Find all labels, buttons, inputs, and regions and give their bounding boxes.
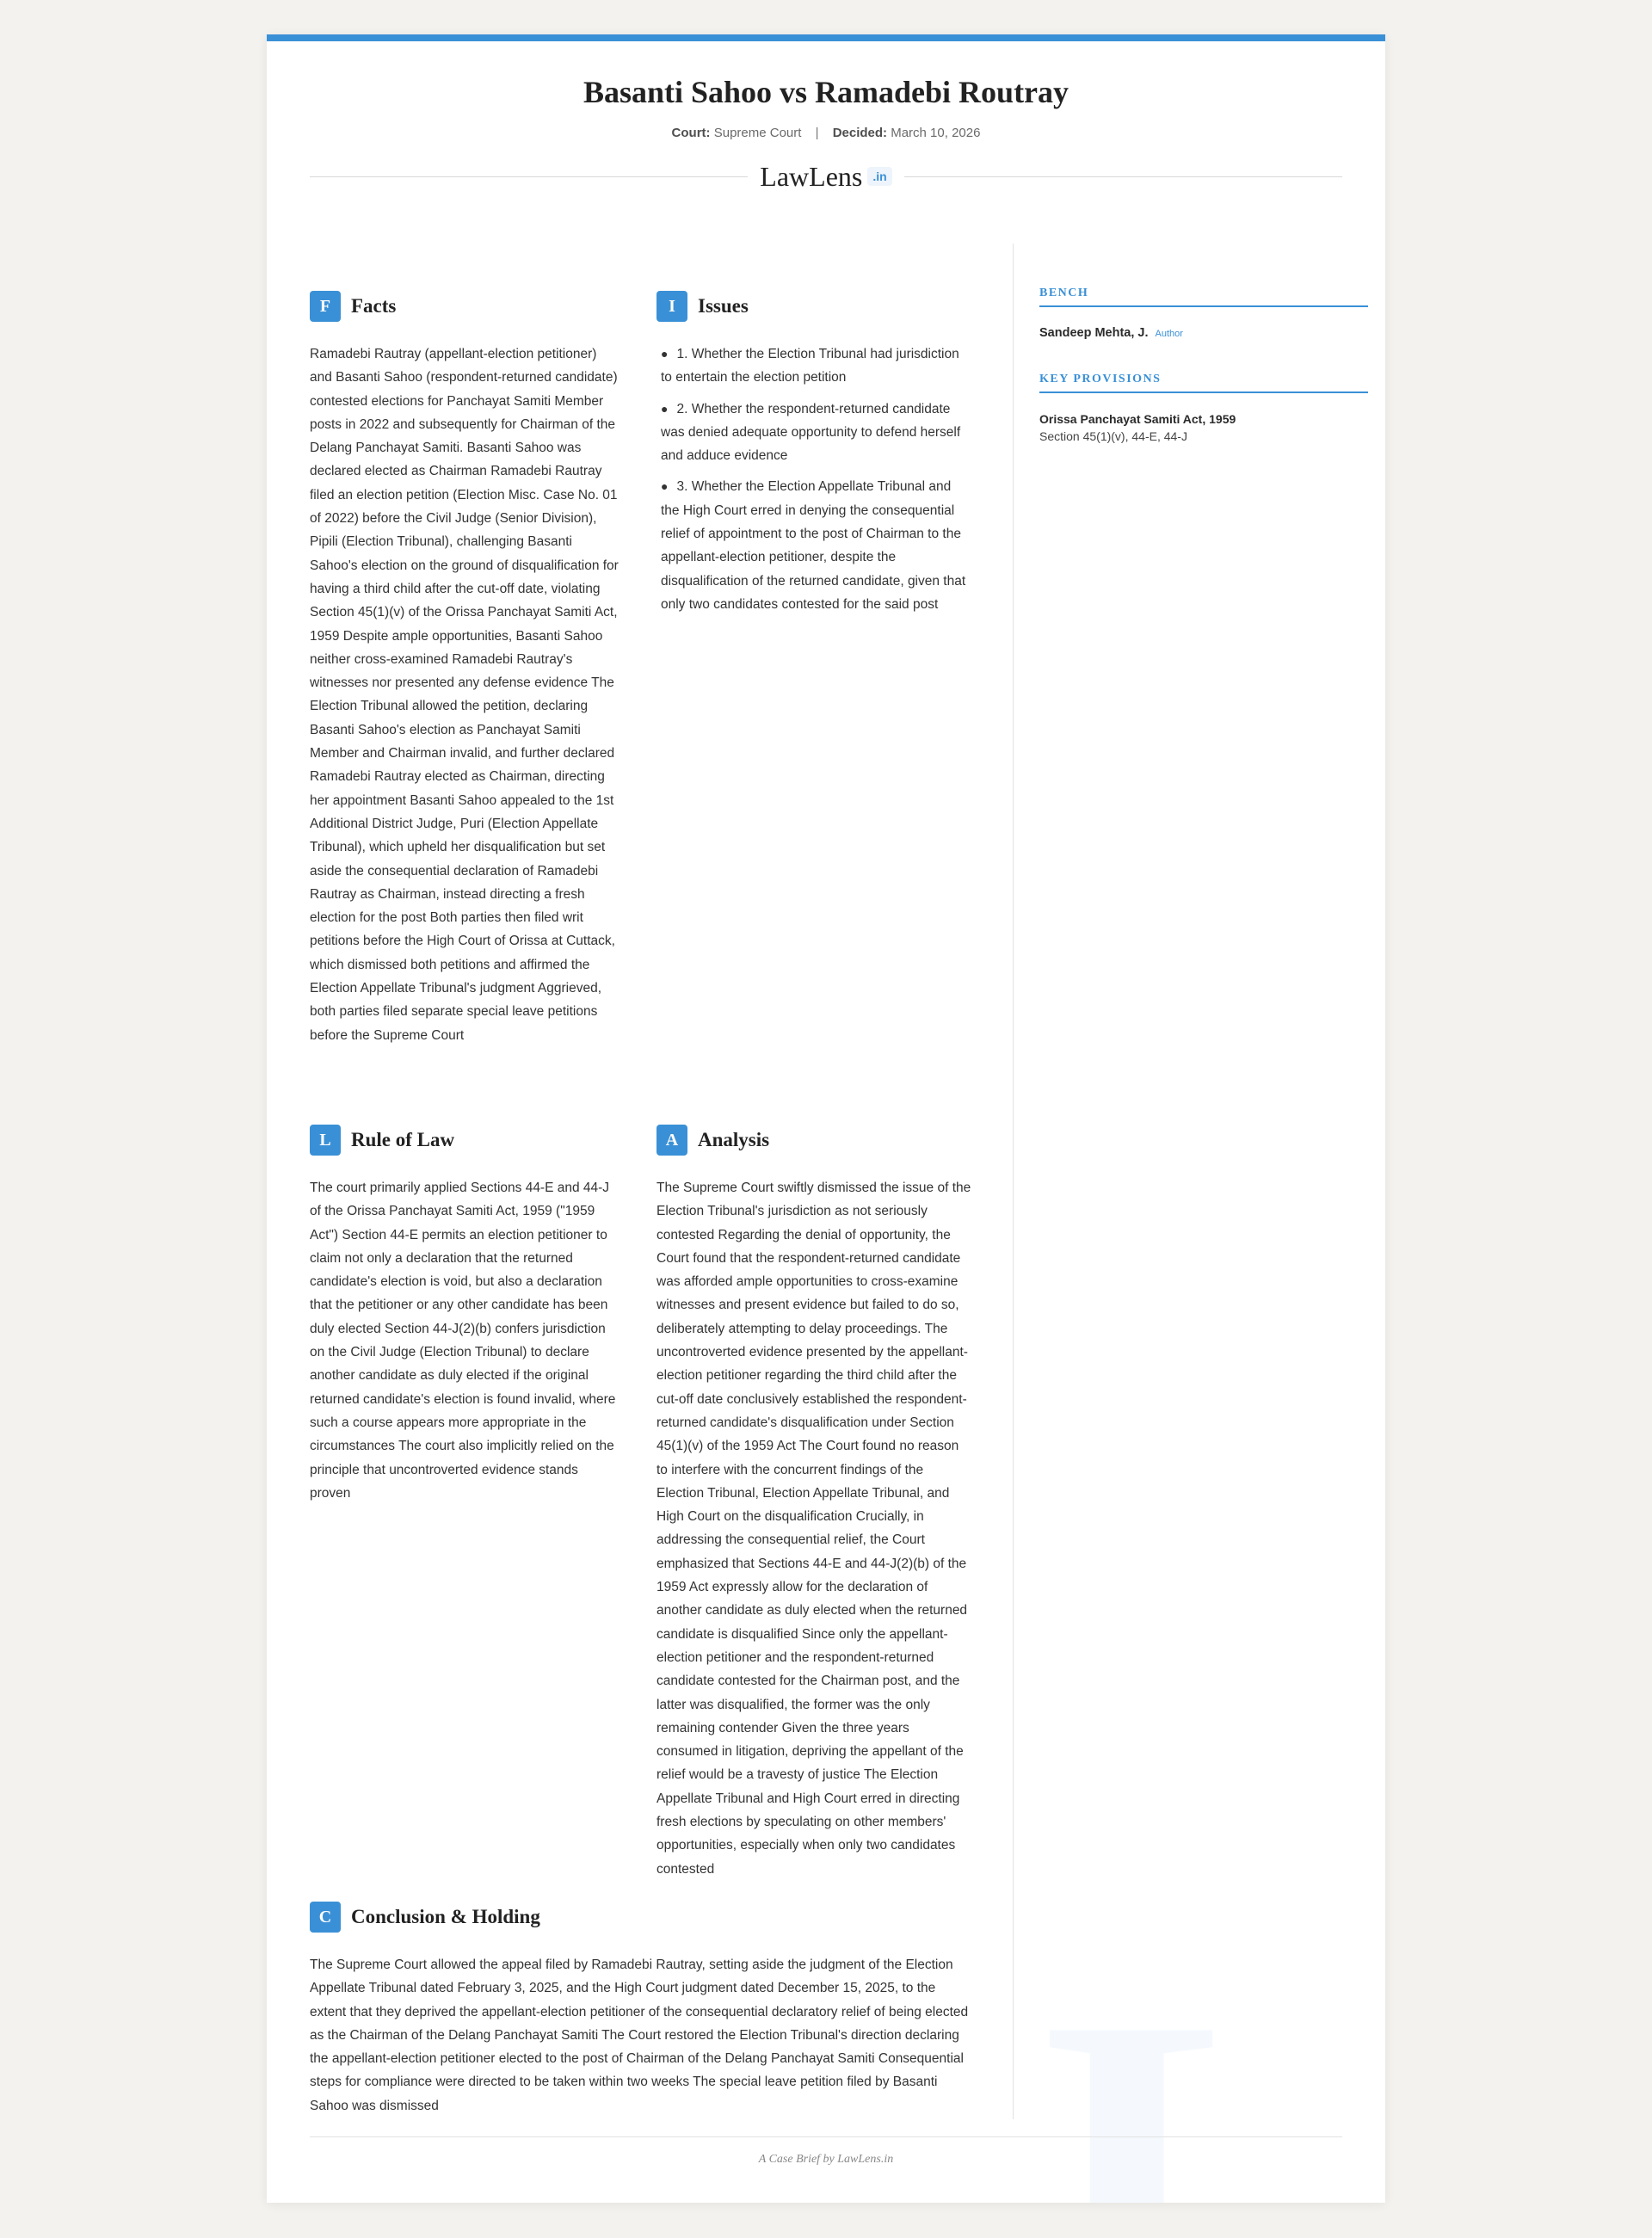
issue-item bbox=[661, 398, 971, 468]
case-brief-page bbox=[267, 34, 1385, 2203]
analysis-title: Analysis bbox=[698, 1129, 770, 1150]
facts-text: Ramadebi Rautray (appellant-election petitioner) and Basanti Sahoo (respondent-returned candidate) contested elections for Panchayat Samiti Member posts in 2022 and subsequently for Chairman of the Delang Panchayat Samiti. Basanti Sahoo was declared elected as Chairman Ramadebi Rautray filed an election petition (Election Misc. Case No. 01 of 2022) before the Civil Judge (Senior Division), Pipili (Election Tribunal), challenging Basanti Sahoo's election on the ground of disqualification for having a third child after the cut-off date, violating Section 45(1)(v) of the Orissa Panchayat Samiti Act, 1959 Despite ample opportunities, Basanti Sahoo neither cross-examined Ramadebi Rautray's witnesses nor presented any defense evidence The Election Tribunal allowed the petition, declaring Basanti Sahoo's election as Panchayat Samiti Member and Chairman invalid, and further declared Ramadebi Rautray elected as Chairman, directing her appointment Basanti Sahoo appealed to the 1st Additional District Judge, Puri (Election Appellate Tribunal), which upheld her disqualification but set aside the consequential declaration of Ramadebi Rautray as Chairman, instead directing a fresh election for the post Both parties then filed writ petitions before the High Court of Orissa at Cuttack, which dismissed both petitions and affirmed the Election Appellate Tribunal's judgment Aggrieved, both parties filed separate special leave petitions before the Supreme Court bbox=[310, 347, 619, 1043]
bench-heading: BENCH bbox=[1039, 287, 1368, 307]
provision-sections: Section 45(1)(v), 44-E, 44-J bbox=[1039, 429, 1187, 443]
facts-header bbox=[310, 291, 620, 322]
conclusion-text: The Supreme Court allowed the appeal filed by Ramadebi Rautray, setting aside the judgment of the Election Appellate Tribunal dated February 3, 2025, and the High Court judgment dated December 15, 2025, to the extent that they deprived the appellant-election petitioner of the consequential declaratory relief of being elected as the Chairman of the Delang Panchayat Samiti The Court restored the Election Tribunal's direction declaring the appellant-election petitioner elected to the post of Chairman of the Delang Panchayat Samiti Consequential steps for compliance were directed to be taken within two weeks The special leave petition filed by Basanti Sahoo was dismissed bbox=[310, 1957, 969, 2113]
provision-name: Orissa Panchayat Samiti Act, 1959 bbox=[1039, 412, 1236, 426]
issues-badge: I bbox=[656, 291, 687, 322]
issue-item bbox=[661, 475, 971, 616]
provisions-block bbox=[1039, 373, 1368, 443]
decided-label: Decided: bbox=[832, 126, 888, 140]
issue-text: 2. Whether the respondent-returned candidate was denied adequate opportunity to defend herself and adduce evidence bbox=[661, 401, 961, 464]
brand-logo bbox=[748, 161, 903, 193]
issues-section bbox=[656, 291, 971, 624]
rule-text: The court primarily applied Sections 44-E and 44-J of the Orissa Panchayat Samiti Act, 1959 ("1959 Act") Section 44-E permits an election petitioner to claim not only a declaration that the returned candidate's election is void, but also a declaration that the petitioner or any other candidate has been duly elected Section 44-J(2)(b) confers jurisdiction on the Civil Judge (Election Tribunal) to declare another candidate as duly elected if the original returned candidate's election is found invalid, where such a course appears more appropriate in the circumstances The court also implicitly relied on the principle that uncontroverted evidence stands proven bbox=[310, 1181, 616, 1501]
rule-header bbox=[310, 1125, 621, 1156]
case-title: Basanti Sahoo vs Ramadebi Routray bbox=[583, 75, 1069, 109]
conclusion-badge: C bbox=[310, 1902, 341, 1933]
case-header bbox=[267, 41, 1385, 140]
divider-left bbox=[310, 176, 748, 177]
issue-item bbox=[661, 342, 971, 390]
decided-value: March 10, 2026 bbox=[891, 126, 981, 140]
facts-title: Facts bbox=[351, 295, 397, 317]
brand-name: LawLens bbox=[760, 160, 863, 192]
brief-footer: A Case Brief by LawLens.in bbox=[310, 2136, 1342, 2167]
divider-right bbox=[904, 176, 1342, 177]
conclusion-header bbox=[310, 1902, 972, 1933]
analysis-text: The Supreme Court swiftly dismissed the issue of the Election Tribunal's jurisdiction as not seriously contested Regarding the denial of opportunity, the Court found that the respondent-returned candidate was afforded ample opportunities to cross-examine witnesses and present evidence but failed to do so, deliberately attempting to delay proceedings. The uncontroverted evidence presented by the appellant-election petitioner regarding the third child after the cut-off date conclusively established the respondent-returned candidate's disqualification under Section 45(1)(v) of the 1959 Act The Court found no reason to interfere with the concurrent findings of the Election Tribunal, Election Appellate Tribunal, and High Court on the disqualification Crucially, in addressing the consequential relief, the Court emphasized that Sections 44-E and 44-J(2)(b) of the 1959 Act expressly allow for the declaration of another candidate as duly elected when the returned candidate is disqualified Since only the appellant-election petitioner and the respondent-returned candidate contested for the Chairman post, and the latter was disqualified, the former was the only remaining contender Given the three years consumed in litigation, depriving the appellant of the relief would be a travesty of justice The Election Appellate Tribunal and High Court erred in directing fresh elections by speculating on other members' opportunities, especially when only two candidates contested bbox=[656, 1181, 971, 1877]
rule-section bbox=[310, 1125, 621, 1505]
judge-role: Author bbox=[1155, 329, 1183, 339]
analysis-badge: A bbox=[656, 1125, 687, 1156]
facts-badge: F bbox=[310, 291, 341, 322]
bullet-icon: ● bbox=[661, 479, 669, 494]
issue-text: 1. Whether the Election Tribunal had jurisdiction to entertain the election petition bbox=[661, 347, 959, 385]
rule-title: Rule of Law bbox=[351, 1129, 455, 1150]
analysis-header bbox=[656, 1125, 972, 1156]
issues-body bbox=[656, 342, 971, 616]
brief-sidebar bbox=[1013, 244, 1368, 2119]
meta-separator: | bbox=[815, 126, 819, 140]
court-label: Court: bbox=[671, 126, 711, 140]
conclusion-section bbox=[310, 1902, 972, 2118]
issues-header bbox=[656, 291, 971, 322]
provisions-heading: KEY PROVISIONS bbox=[1039, 373, 1368, 393]
issues-title: Issues bbox=[698, 295, 749, 317]
conclusion-title: Conclusion & Holding bbox=[351, 1906, 540, 1927]
bullet-icon: ● bbox=[661, 347, 669, 361]
bullet-icon: ● bbox=[661, 401, 669, 416]
judge-name: Sandeep Mehta, J. bbox=[1039, 326, 1149, 340]
issues-list bbox=[656, 342, 971, 616]
analysis-section bbox=[656, 1125, 972, 1881]
court-value: Supreme Court bbox=[713, 126, 802, 140]
bench-block bbox=[1039, 287, 1368, 340]
brand-tld: .in bbox=[867, 167, 891, 186]
brand-row bbox=[310, 159, 1342, 194]
issue-text: 3. Whether the Election Appellate Tribunal and the High Court erred in denying the consequential relief of appointment to the post of Chairman to the appellant-election petitioner, despite the disqualification of the returned candidate, given that only two candidates contested for the said post bbox=[661, 479, 966, 612]
rule-badge: L bbox=[310, 1125, 341, 1156]
facts-section bbox=[310, 291, 620, 1047]
case-meta bbox=[267, 126, 1385, 140]
judge-entry bbox=[1039, 326, 1368, 340]
